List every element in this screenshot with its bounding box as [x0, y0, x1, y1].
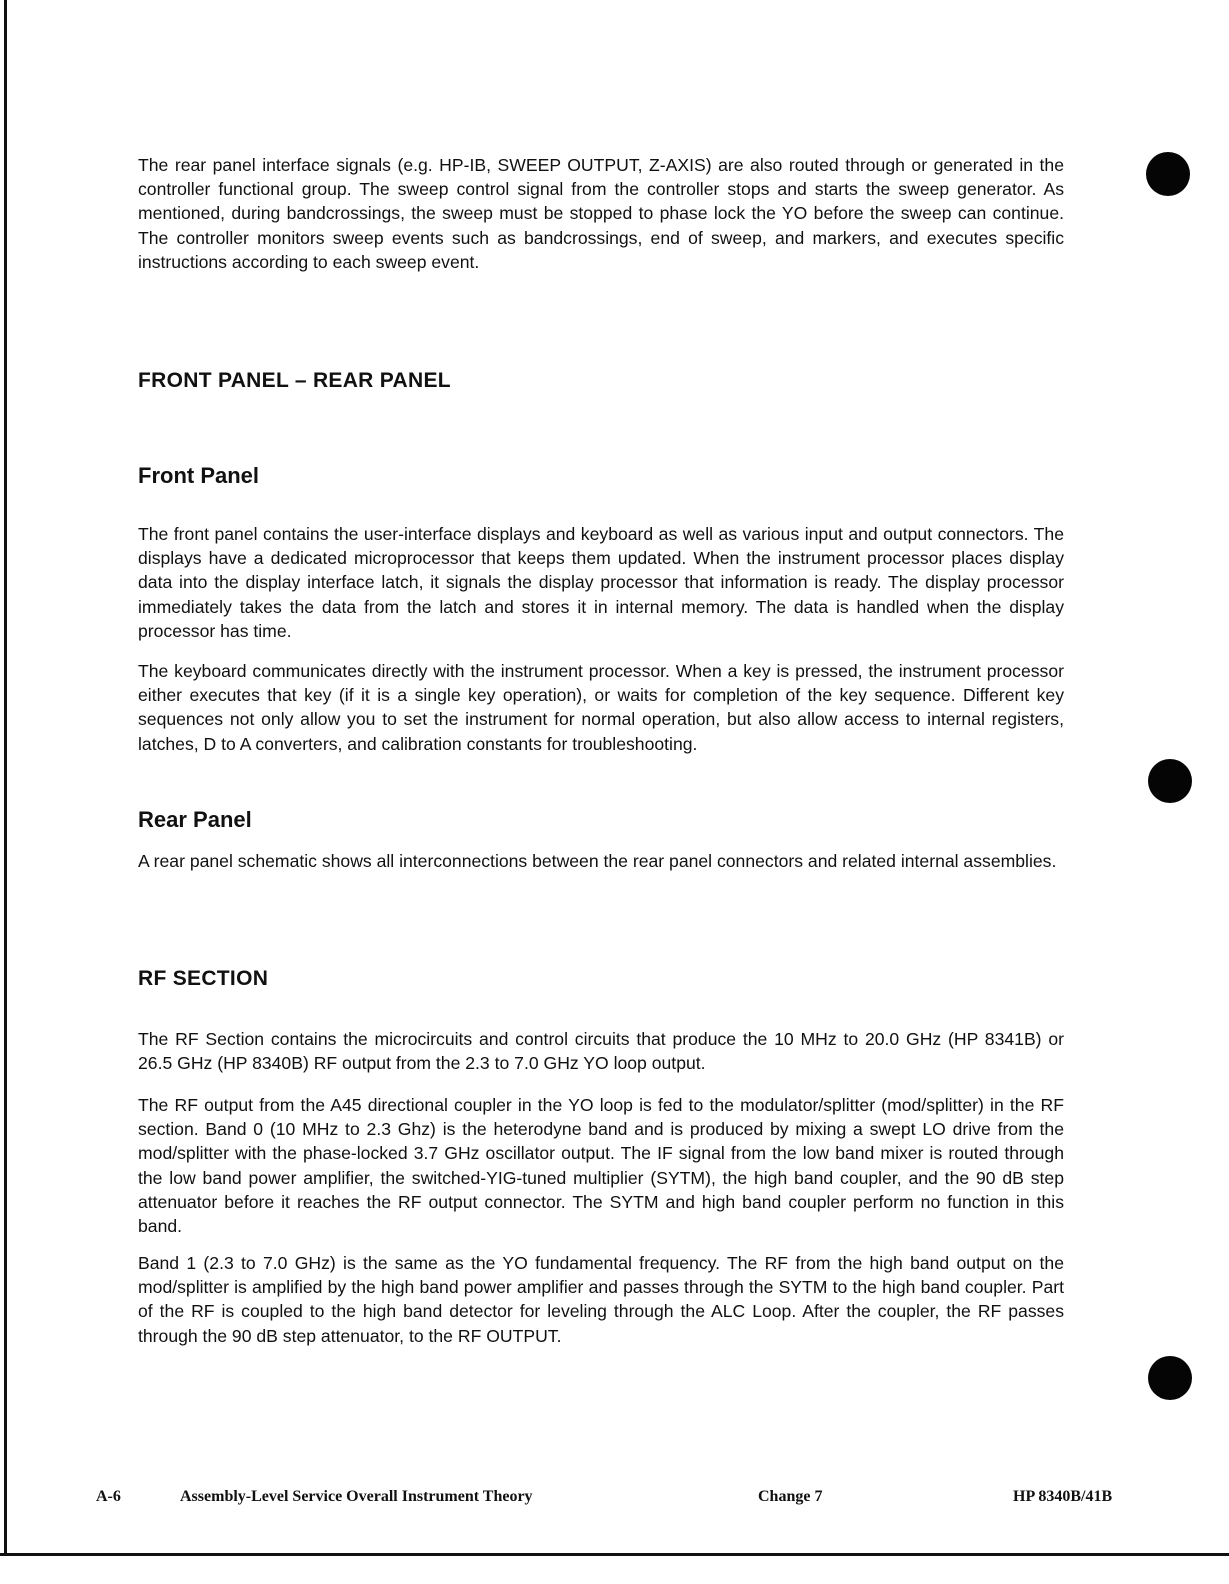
binder-hole-middle — [1148, 759, 1192, 803]
binder-hole-top — [1146, 152, 1190, 196]
rf-section-heading: RF SECTION — [138, 967, 269, 990]
footer-change: Change 7 — [758, 1488, 823, 1505]
rf-paragraph-1: The RF Section contains the microcircuits and control circuits that produce the 10 MHz to 20.0 GHz (HP 8341B) or 26.5 GHz (HP 8340B) RF output from the 2.3 to 7.0 GHz YO loop output. — [138, 1029, 1064, 1074]
left-margin-rule — [4, 0, 7, 1555]
rf-paragraph-3: Band 1 (2.3 to 7.0 GHz) is the same as the YO fundamental frequency. The RF from the high band output on the mod/splitter is amplified by the high band power amplifier and passes through the SYTM to the high band coupler. Part of the RF is coupled to the high band detector for leveling through the ALC Loop. After the coupler, the RF passes through the 90 dB step attenuator, to the RF OUTPUT. — [138, 1253, 1064, 1346]
rear-panel-paragraph: A rear panel schematic shows all interconnections between the rear panel connectors and related internal assemblies. — [138, 851, 1057, 871]
rear-panel-heading: Rear Panel — [138, 807, 252, 832]
front-panel-paragraph-2: The keyboard communicates directly with the instrument processor. When a key is pressed, the instrument processor either executes that key (if it is a single key operation), or waits for completion of the key sequence. Different key sequences not only allow you to set the instrument for normal operation, but also allow access to internal registers, latches, D to A converters, and calibration constants for troubleshooting. — [138, 661, 1064, 754]
footer-title: Assembly-Level Service Overall Instrument Theory — [180, 1488, 533, 1505]
front-panel-heading: Front Panel — [138, 463, 260, 488]
front-rear-panel-heading: FRONT PANEL – REAR PANEL — [138, 369, 451, 392]
footer-model: HP 8340B/41B — [1013, 1488, 1113, 1505]
footer-page-number: A-6 — [96, 1488, 121, 1505]
front-panel-paragraph-1: The front panel contains the user-interface displays and keyboard as well as various input and output connectors. The displays have a dedicated microprocessor that keeps them updated. When the instrument processor places display data into the display interface latch, it signals the display processor that information is ready. The display processor immediately takes the data from the latch and stores it in internal memory. The data is handled when the display processor has time. — [138, 524, 1064, 641]
controller-paragraph: The rear panel interface signals (e.g. HP-IB, SWEEP OUTPUT, Z-AXIS) are also routed through or generated in the controller functional group. The sweep control signal from the controller stops and starts the sweep generator. As mentioned, during bandcrossings, the sweep must be stopped to phase lock the YO before the sweep can continue. The controller monitors sweep events such as bandcrossings, end of sweep, and markers, and executes specific instructions according to each sweep event. — [138, 155, 1064, 272]
binder-hole-bottom — [1148, 1356, 1192, 1400]
rf-paragraph-2: The RF output from the A45 directional coupler in the YO loop is fed to the modulator/splitter (mod/splitter) in the RF section. Band 0 (10 MHz to 2.3 Ghz) is the heterodyne band and is produced by mixing a swept LO drive from the mod/splitter with the phase-locked 3.7 GHz oscillator output. The IF signal from the low band mixer is routed through the low band power amplifier, the switched-YIG-tuned multiplier (SYTM), the high band coupler, and the 90 dB step attenuator before it reaches the RF output connector. The SYTM and high band coupler perform no function in this band. — [138, 1095, 1064, 1237]
bottom-margin-rule — [0, 1553, 1229, 1556]
